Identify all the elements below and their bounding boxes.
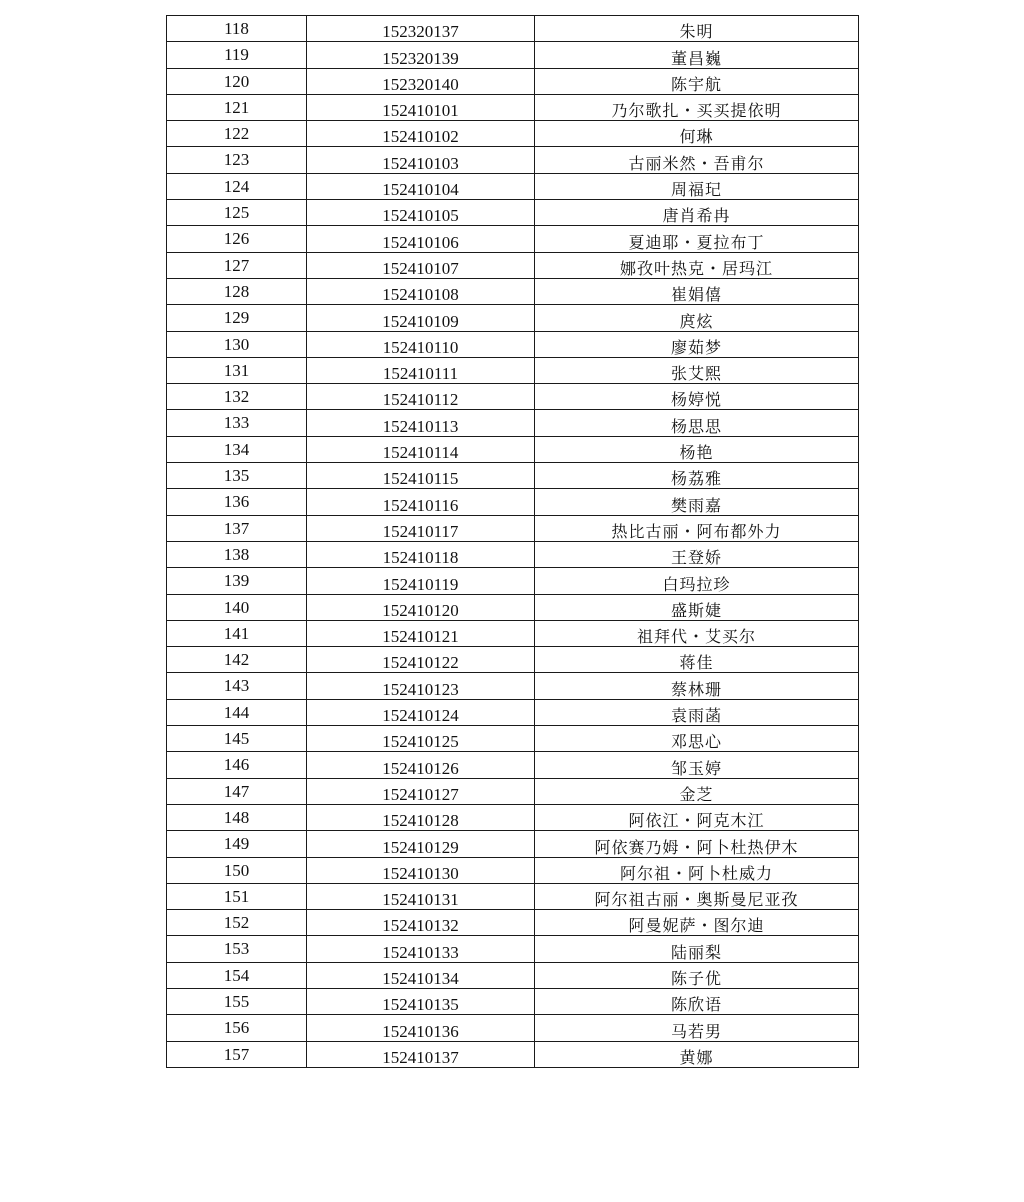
table-row [167,988,859,1014]
student-name-cell: 蒋佳 [535,647,859,673]
student-id-cell: 152410122 [307,647,535,673]
row-number-cell: 151 [167,883,307,909]
row-number-cell: 118 [167,16,307,42]
student-name-cell: 金芝 [535,778,859,804]
student-name-cell: 盛斯婕 [535,594,859,620]
student-id-cell: 152410102 [307,121,535,147]
student-id-cell: 152320140 [307,68,535,94]
table-row [167,620,859,646]
row-number-cell: 127 [167,252,307,278]
table-row [167,16,859,42]
table-row [167,121,859,147]
table-row [167,68,859,94]
student-name-cell: 古丽米然・吾甫尔 [535,147,859,173]
row-number-cell: 140 [167,594,307,620]
row-number-cell: 125 [167,200,307,226]
table-row [167,1041,859,1067]
row-number-cell: 154 [167,962,307,988]
student-name-cell: 阿尔祖古丽・奥斯曼尼亚孜 [535,883,859,909]
student-id-cell: 152410105 [307,200,535,226]
table-row [167,200,859,226]
table-row [167,515,859,541]
student-id-cell: 152410136 [307,1015,535,1041]
table-row [167,410,859,436]
student-name-cell: 陈欣语 [535,988,859,1014]
table-row [167,226,859,252]
table-row [167,463,859,489]
student-id-cell: 152410117 [307,515,535,541]
row-number-cell: 134 [167,436,307,462]
student-id-cell: 152320139 [307,42,535,68]
table-row [167,384,859,410]
table-row [167,883,859,909]
student-name-cell: 娜孜叶热克・居玛江 [535,252,859,278]
student-id-cell: 152410119 [307,568,535,594]
row-number-cell: 126 [167,226,307,252]
table-row [167,331,859,357]
row-number-cell: 157 [167,1041,307,1067]
row-number-cell: 141 [167,620,307,646]
row-number-cell: 129 [167,305,307,331]
table-row [167,42,859,68]
row-number-cell: 145 [167,726,307,752]
student-id-cell: 152410123 [307,673,535,699]
student-id-cell: 152410134 [307,962,535,988]
row-number-cell: 143 [167,673,307,699]
table-row [167,962,859,988]
row-number-cell: 152 [167,910,307,936]
student-id-cell: 152410124 [307,699,535,725]
student-id-cell: 152410137 [307,1041,535,1067]
row-number-cell: 149 [167,831,307,857]
student-id-cell: 152410127 [307,778,535,804]
student-id-cell: 152410115 [307,463,535,489]
row-number-cell: 135 [167,463,307,489]
student-name-cell: 邹玉婷 [535,752,859,778]
row-number-cell: 150 [167,857,307,883]
student-roster-table [166,15,859,1068]
row-number-cell: 137 [167,515,307,541]
student-name-cell: 阿依赛乃姆・阿卜杜热伊木 [535,831,859,857]
student-id-cell: 152410104 [307,173,535,199]
table-row [167,594,859,620]
student-name-cell: 阿依江・阿克木江 [535,804,859,830]
table-row [167,489,859,515]
row-number-cell: 123 [167,147,307,173]
student-id-cell: 152410129 [307,831,535,857]
student-name-cell: 乃尔歌扎・买买提依明 [535,94,859,120]
table-row [167,94,859,120]
table-row [167,278,859,304]
student-id-cell: 152410132 [307,910,535,936]
student-id-cell: 152410133 [307,936,535,962]
row-number-cell: 146 [167,752,307,778]
row-number-cell: 136 [167,489,307,515]
student-name-cell: 白玛拉珍 [535,568,859,594]
student-name-cell: 周福玘 [535,173,859,199]
student-name-cell: 阿曼妮萨・图尔迪 [535,910,859,936]
student-name-cell: 黄娜 [535,1041,859,1067]
student-name-cell: 蔡林珊 [535,673,859,699]
student-name-cell: 张艾熙 [535,357,859,383]
table-row [167,910,859,936]
student-name-cell: 陈子优 [535,962,859,988]
student-name-cell: 杨婷悦 [535,384,859,410]
table-row [167,305,859,331]
student-name-cell: 朱明 [535,16,859,42]
student-id-cell: 152410108 [307,278,535,304]
student-name-cell: 王登娇 [535,541,859,567]
student-name-cell: 马若男 [535,1015,859,1041]
row-number-cell: 144 [167,699,307,725]
table-row [167,568,859,594]
student-name-cell: 夏迪耶・夏拉布丁 [535,226,859,252]
table-row [167,752,859,778]
student-id-cell: 152410118 [307,541,535,567]
row-number-cell: 128 [167,278,307,304]
table-row [167,647,859,673]
table-row [167,831,859,857]
row-number-cell: 122 [167,121,307,147]
student-id-cell: 152410103 [307,147,535,173]
student-name-cell: 廖茹梦 [535,331,859,357]
student-id-cell: 152410113 [307,410,535,436]
student-name-cell: 阿尔祖・阿卜杜威力 [535,857,859,883]
table-row [167,147,859,173]
row-number-cell: 130 [167,331,307,357]
student-name-cell: 樊雨嘉 [535,489,859,515]
student-id-cell: 152410121 [307,620,535,646]
table-row [167,173,859,199]
student-id-cell: 152410111 [307,357,535,383]
row-number-cell: 153 [167,936,307,962]
student-id-cell: 152410110 [307,331,535,357]
student-id-cell: 152410125 [307,726,535,752]
student-id-cell: 152410120 [307,594,535,620]
student-id-cell: 152410101 [307,94,535,120]
student-name-cell: 陆丽梨 [535,936,859,962]
table-row [167,541,859,567]
student-name-cell: 杨荔雅 [535,463,859,489]
table-row [167,778,859,804]
student-name-cell: 何琳 [535,121,859,147]
row-number-cell: 133 [167,410,307,436]
student-id-cell: 152410107 [307,252,535,278]
student-id-cell: 152410116 [307,489,535,515]
student-name-cell: 庹炫 [535,305,859,331]
student-name-cell: 杨艳 [535,436,859,462]
student-id-cell: 152410126 [307,752,535,778]
table-row [167,436,859,462]
student-id-cell: 152410131 [307,883,535,909]
table-row [167,357,859,383]
table-row [167,699,859,725]
table-row [167,1015,859,1041]
student-name-cell: 崔娟僖 [535,278,859,304]
row-number-cell: 124 [167,173,307,199]
student-name-cell: 杨思思 [535,410,859,436]
student-id-cell: 152410135 [307,988,535,1014]
table-row [167,936,859,962]
student-id-cell: 152410114 [307,436,535,462]
student-name-cell: 邓思心 [535,726,859,752]
row-number-cell: 119 [167,42,307,68]
row-number-cell: 132 [167,384,307,410]
row-number-cell: 138 [167,541,307,567]
student-id-cell: 152410106 [307,226,535,252]
roster-table-body [167,16,859,1068]
row-number-cell: 139 [167,568,307,594]
student-id-cell: 152410112 [307,384,535,410]
row-number-cell: 131 [167,357,307,383]
student-name-cell: 唐肖希冉 [535,200,859,226]
row-number-cell: 147 [167,778,307,804]
student-name-cell: 董昌巍 [535,42,859,68]
row-number-cell: 148 [167,804,307,830]
student-id-cell: 152410109 [307,305,535,331]
row-number-cell: 155 [167,988,307,1014]
table-row [167,673,859,699]
row-number-cell: 142 [167,647,307,673]
student-id-cell: 152410128 [307,804,535,830]
table-row [167,857,859,883]
table-row [167,252,859,278]
student-id-cell: 152410130 [307,857,535,883]
row-number-cell: 156 [167,1015,307,1041]
table-row [167,726,859,752]
student-name-cell: 袁雨菡 [535,699,859,725]
student-name-cell: 陈宇航 [535,68,859,94]
student-name-cell: 祖拜代・艾买尔 [535,620,859,646]
student-id-cell: 152320137 [307,16,535,42]
table-row [167,804,859,830]
student-name-cell: 热比古丽・阿布都外力 [535,515,859,541]
row-number-cell: 121 [167,94,307,120]
roster-sheet [166,15,858,1068]
row-number-cell: 120 [167,68,307,94]
